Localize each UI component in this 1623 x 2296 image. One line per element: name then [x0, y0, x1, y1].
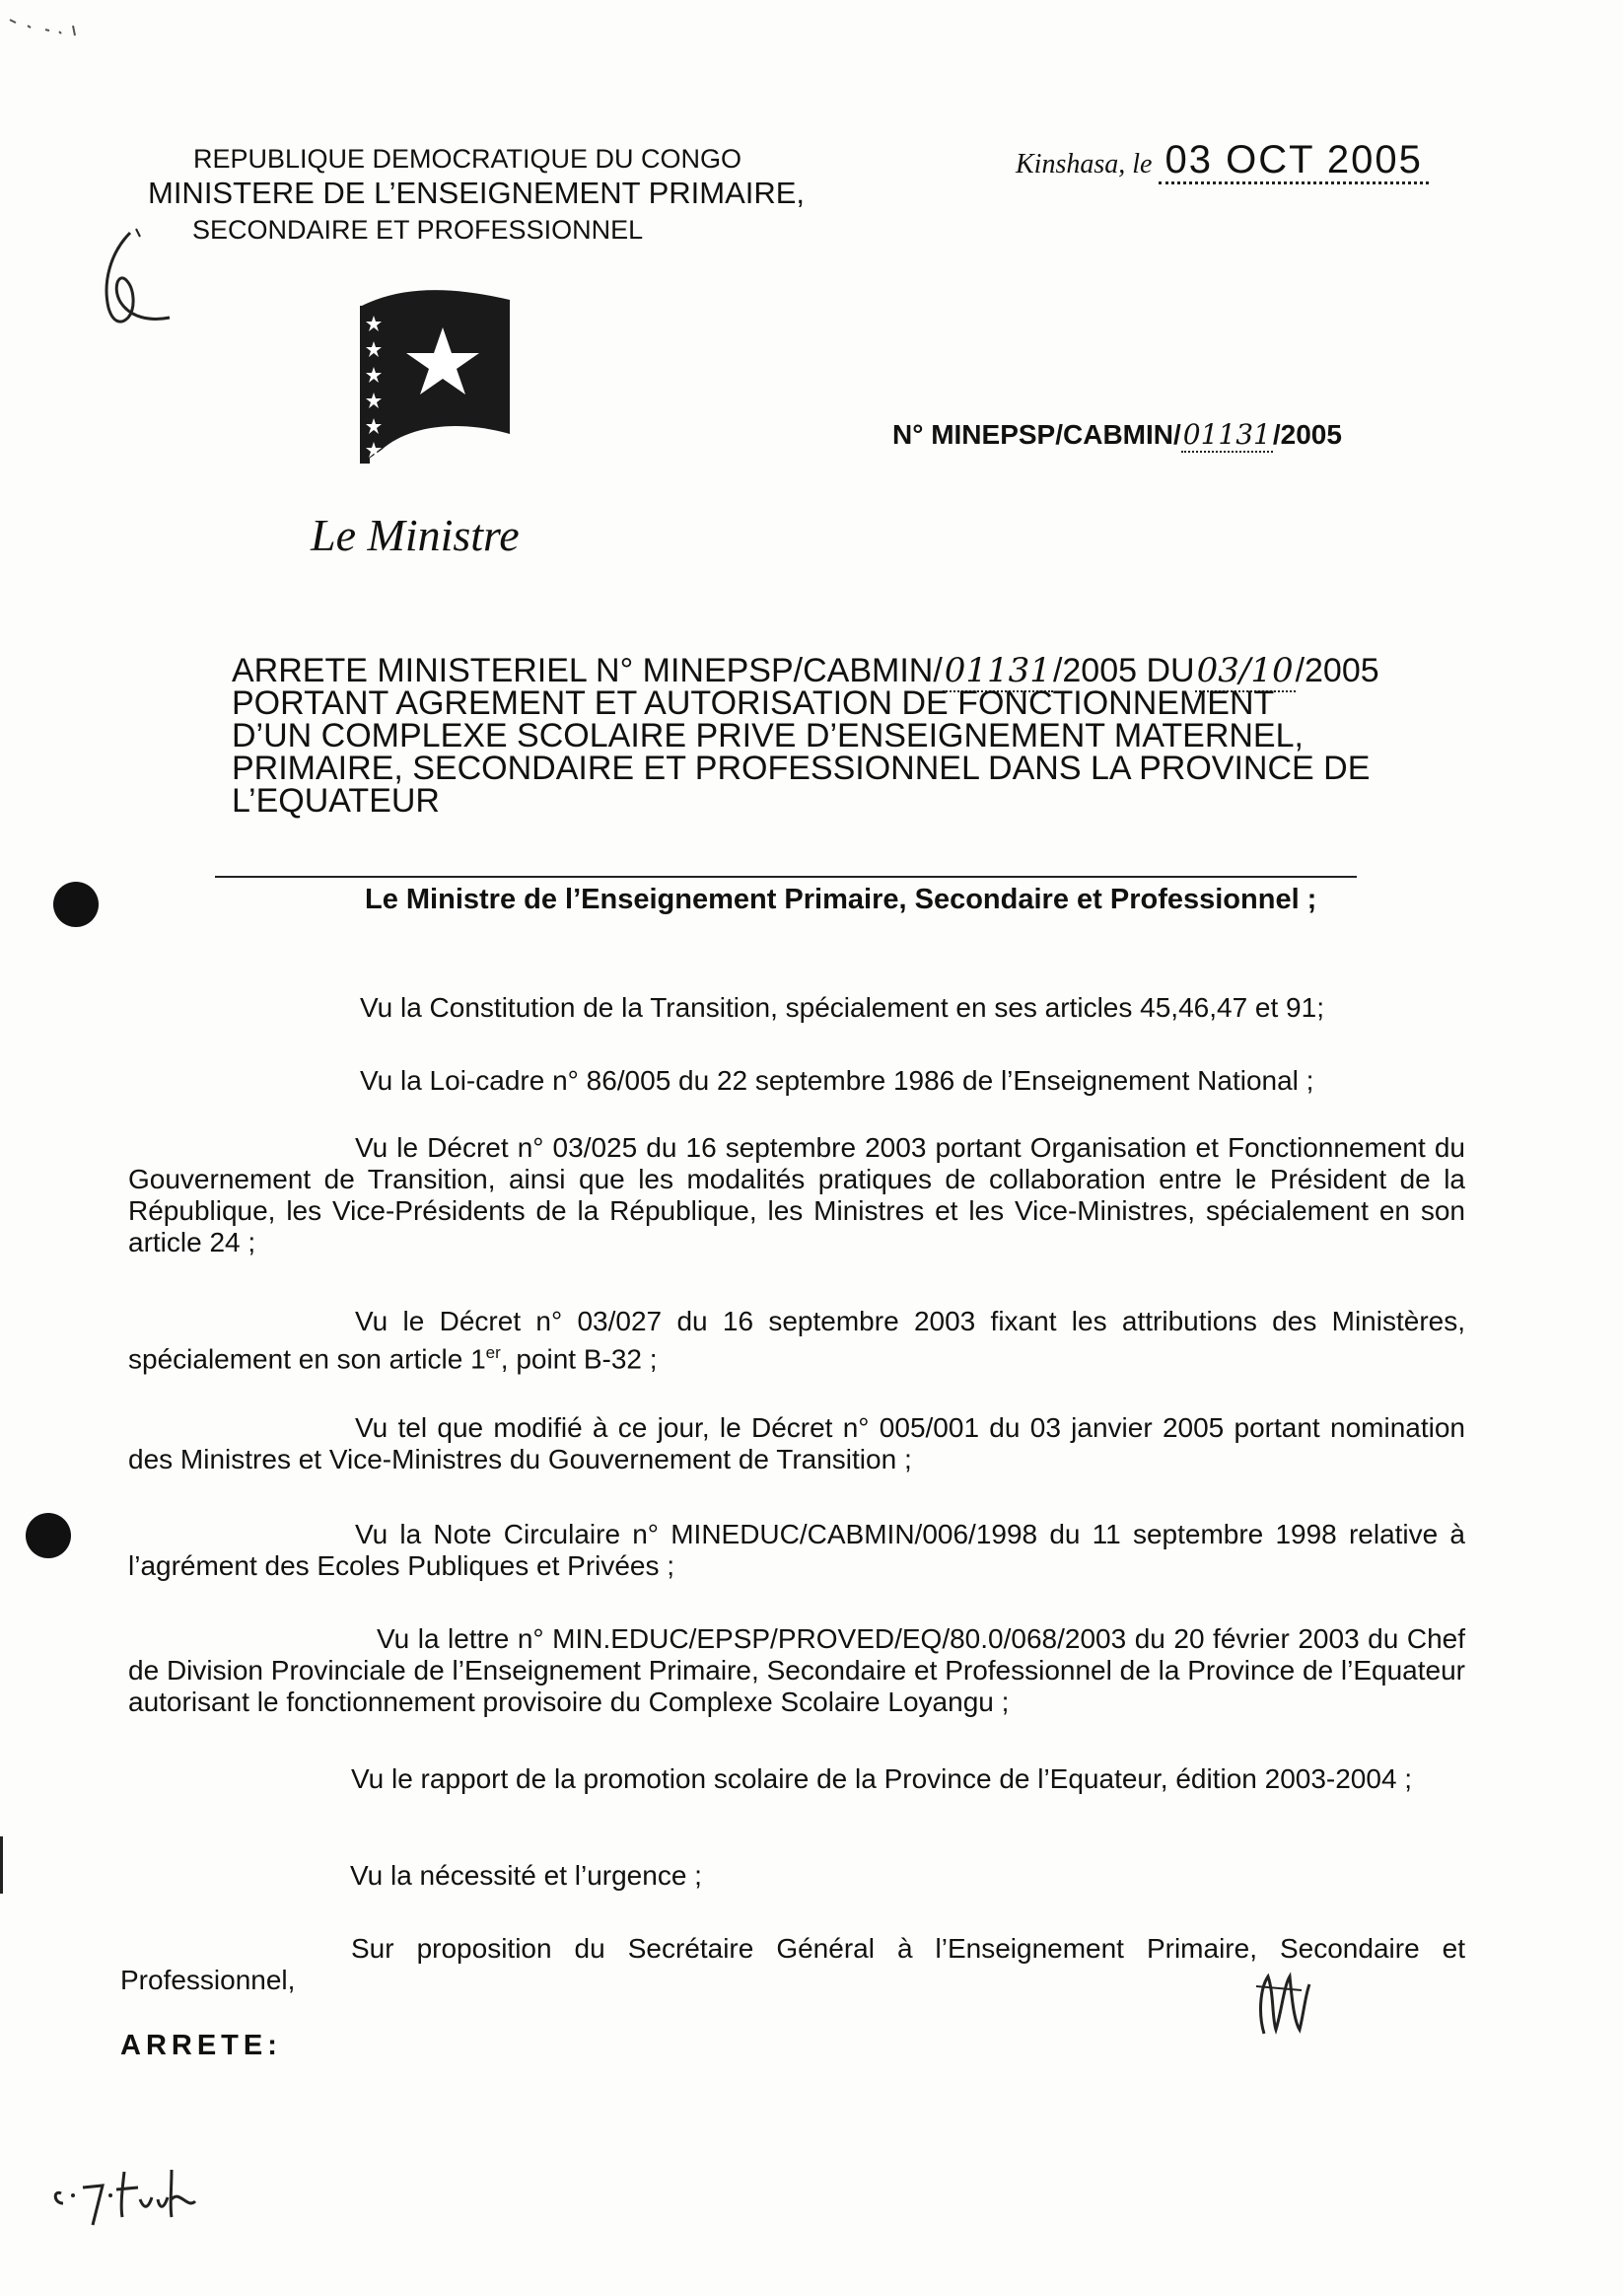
reference-prefix: N° MINEPSP/CABMIN/: [892, 419, 1181, 450]
consideration-7: Vu la lettre n° MIN.EDUC/EPSP/PROVED/EQ/80.0/068/2003 du 20 février 2003 du Chef de Division Provinciale de l’Enseignement Primaire, Secondaire et Professionnel de la Province de l’Equateur autorisant le fonctionnement provisoire du Complexe Scolaire Loyangu ;: [128, 1623, 1465, 1717]
punch-hole: [26, 1513, 71, 1558]
title-line-5: L’EQUATEUR: [232, 782, 440, 820]
consideration-4-superscript: er: [485, 1343, 501, 1362]
header-ministry-line2: SECONDAIRE ET PROFESSIONNEL: [192, 215, 644, 245]
reference-suffix: /2005: [1272, 419, 1342, 450]
consideration-4-text: Vu le Décret n° 03/027 du 16 septembre 2003 fixant les attributions des Ministères, spécialement en son article 1: [128, 1306, 1465, 1375]
date-place: Kinshasa, le: [1016, 149, 1160, 179]
consideration-10: Sur proposition du Secrétaire Général à l’Enseignement Primaire, Secondaire et Professionnel,: [120, 1933, 1465, 1995]
scan-artifacts: [8, 12, 87, 45]
title-line-4: PRIMAIRE, SECONDAIRE ET PROFESSIONNEL DANS LA PROVINCE DE: [232, 750, 1371, 787]
reference-number: [892, 418, 1342, 451]
header-country: REPUBLIQUE DEMOCRATIQUE DU CONGO: [193, 144, 742, 174]
consideration-4-tail: , point B-32 ;: [500, 1343, 658, 1375]
header-ministry-line1: MINISTERE DE L’ENSEIGNEMENT PRIMAIRE,: [148, 176, 806, 210]
consideration-8: Vu le rapport de la promotion scolaire de la Province de l’Equateur, édition 2003-2004 ;: [351, 1763, 1413, 1794]
handwritten-footnote: [49, 2160, 207, 2234]
consideration-5: Vu tel que modifié à ce jour, le Décret n° 005/001 du 03 janvier 2005 portant nomination des Ministres et Vice-Ministres du Gouvernement de Transition ;: [128, 1412, 1465, 1474]
title-suffix: /2005: [1295, 652, 1379, 689]
consideration-1: Vu la Constitution de la Transition, spécialement en ses articles 45,46,47 et 91;: [360, 992, 1324, 1023]
handwritten-signature: [1250, 1965, 1319, 2048]
consideration-9: Vu la nécessité et l’urgence ;: [350, 1860, 702, 1891]
title-line-2: PORTANT AGREMENT ET AUTORISATION DE FONCTIONNEMENT: [232, 684, 1275, 722]
scan-edge-mark: [0, 1836, 3, 1894]
decision-heading: ARRETE:: [120, 2030, 282, 2061]
title-prefix: ARRETE MINISTERIEL N° MINEPSP/CABMIN/: [232, 652, 943, 689]
date-value: 03 OCT 2005: [1159, 138, 1428, 184]
date-line: [1016, 138, 1429, 182]
consideration-6: Vu la Note Circulaire n° MINEDUC/CABMIN/006/1998 du 11 septembre 1998 relative à l’agrément des Ecoles Publiques et Privées ;: [128, 1519, 1465, 1581]
preamble: Le Ministre de l’Enseignement Primaire, Secondaire et Professionnel ;: [365, 884, 1317, 915]
title-line-3: D’UN COMPLEXE SCOLAIRE PRIVE D’ENSEIGNEMENT MATERNEL,: [232, 717, 1304, 754]
title-handwritten-number: 01131: [944, 651, 1051, 690]
punch-hole: [53, 882, 99, 927]
consideration-2: Vu la Loi-cadre n° 86/005 du 22 septembre 1986 de l’Enseignement National ;: [360, 1065, 1314, 1096]
consideration-3: Vu le Décret n° 03/025 du 16 septembre 2003 portant Organisation et Fonctionnement du Gouvernement de Transition, ainsi que les modalités pratiques de collaboration entre le Président de la République, les Vice-Présidents de la République, les Ministres et les Vice-Ministres, spécialement en son article 24 ;: [128, 1132, 1465, 1257]
handwritten-initials: [91, 223, 179, 346]
minister-heading: Le Ministre: [311, 510, 520, 560]
title-handwritten-date: 03/10: [1196, 651, 1294, 690]
title-divider: [215, 876, 1357, 878]
title-mid: /2005 DU: [1052, 652, 1195, 689]
flag-emblem-icon: [352, 286, 520, 468]
reference-handwritten-number: 01131: [1182, 418, 1271, 451]
decree-title: [232, 651, 1395, 820]
consideration-4: [128, 1306, 1465, 1375]
title-line-1: [232, 651, 1395, 690]
